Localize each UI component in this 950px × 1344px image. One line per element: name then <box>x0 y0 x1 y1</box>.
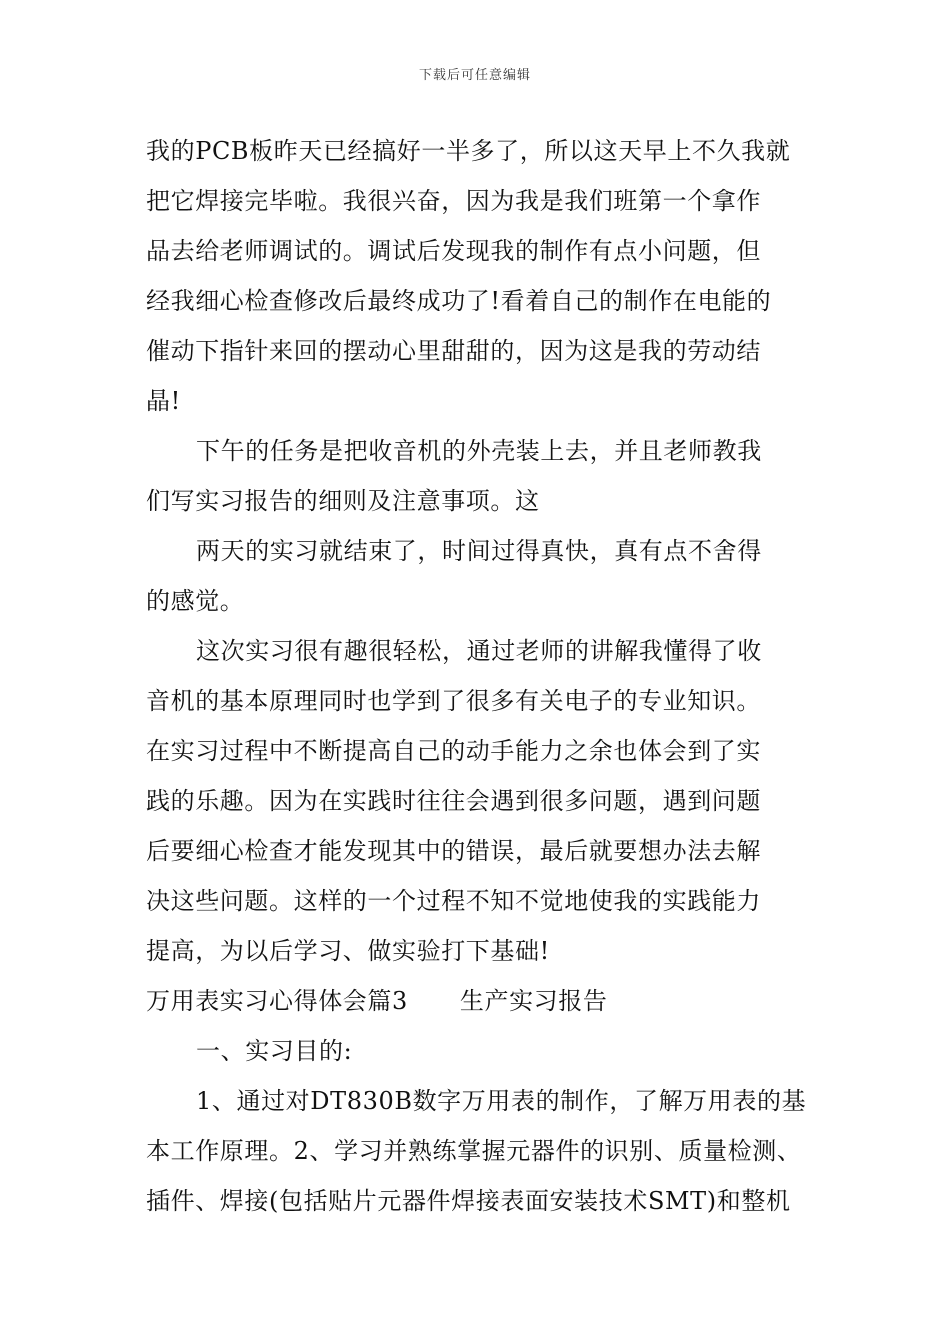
paragraph-start: 1、通过对DT830B数字万用表的制作，了解万用表的基 <box>196 1087 807 1115</box>
text-line: 的感觉。 <box>146 587 245 615</box>
document-body <box>146 126 826 1226</box>
text-line: 在实习过程中不断提高自己的动手能力之余也体会到了实 <box>146 737 761 765</box>
section-title: 万用表实习心得体会篇3 <box>146 987 408 1015</box>
text-line: 提高，为以后学习、做实验打下基础! <box>146 937 550 965</box>
text-line: 品去给老师调试的。调试后发现我的制作有点小问题，但 <box>146 237 761 265</box>
paragraph-start: 下午的任务是把收音机的外壳装上去，并且老师教我 <box>196 437 762 465</box>
text-line: 本工作原理。2、学习并熟练掌握元器件的识别、质量检测、 <box>146 1137 802 1165</box>
text-line: 决这些问题。这样的一个过程不知不觉地使我的实践能力 <box>146 887 761 915</box>
text-line: 后要细心检查才能发现其中的错误，最后就要想办法去解 <box>146 837 761 865</box>
text-line: 晶! <box>146 387 181 415</box>
section-subtitle: 生产实习报告 <box>459 987 608 1015</box>
text-line: 们写实习报告的细则及注意事项。这 <box>146 487 540 515</box>
text-line: 催动下指针来回的摆动心里甜甜的，因为这是我的劳动结 <box>146 337 761 365</box>
paragraph-start: 两天的实习就结束了，时间过得真快，真有点不舍得 <box>196 537 762 565</box>
text-line: 把它焊接完毕啦。我很兴奋，因为我是我们班第一个拿作 <box>146 187 761 215</box>
section-heading <box>146 976 826 1026</box>
paragraph-start: 这次实习很有趣很轻松，通过老师的讲解我懂得了收 <box>196 637 762 665</box>
text-line: 插件、焊接(包括贴片元器件焊接表面安装技术SMT)和整机 <box>146 1187 791 1215</box>
text-line: 音机的基本原理同时也学到了很多有关电子的专业知识。 <box>146 687 761 715</box>
text-line: 践的乐趣。因为在实践时往往会遇到很多问题，遇到问题 <box>146 787 761 815</box>
page-header-note: 下载后可任意编辑 <box>418 68 531 83</box>
text-line: 经我细心检查修改后最终成功了!看着自己的制作在电能的 <box>146 287 772 315</box>
subsection-heading: 一、实习目的: <box>196 1037 353 1065</box>
text-line: 我的PCB板昨天已经搞好一半多了，所以这天早上不久我就 <box>146 137 791 165</box>
